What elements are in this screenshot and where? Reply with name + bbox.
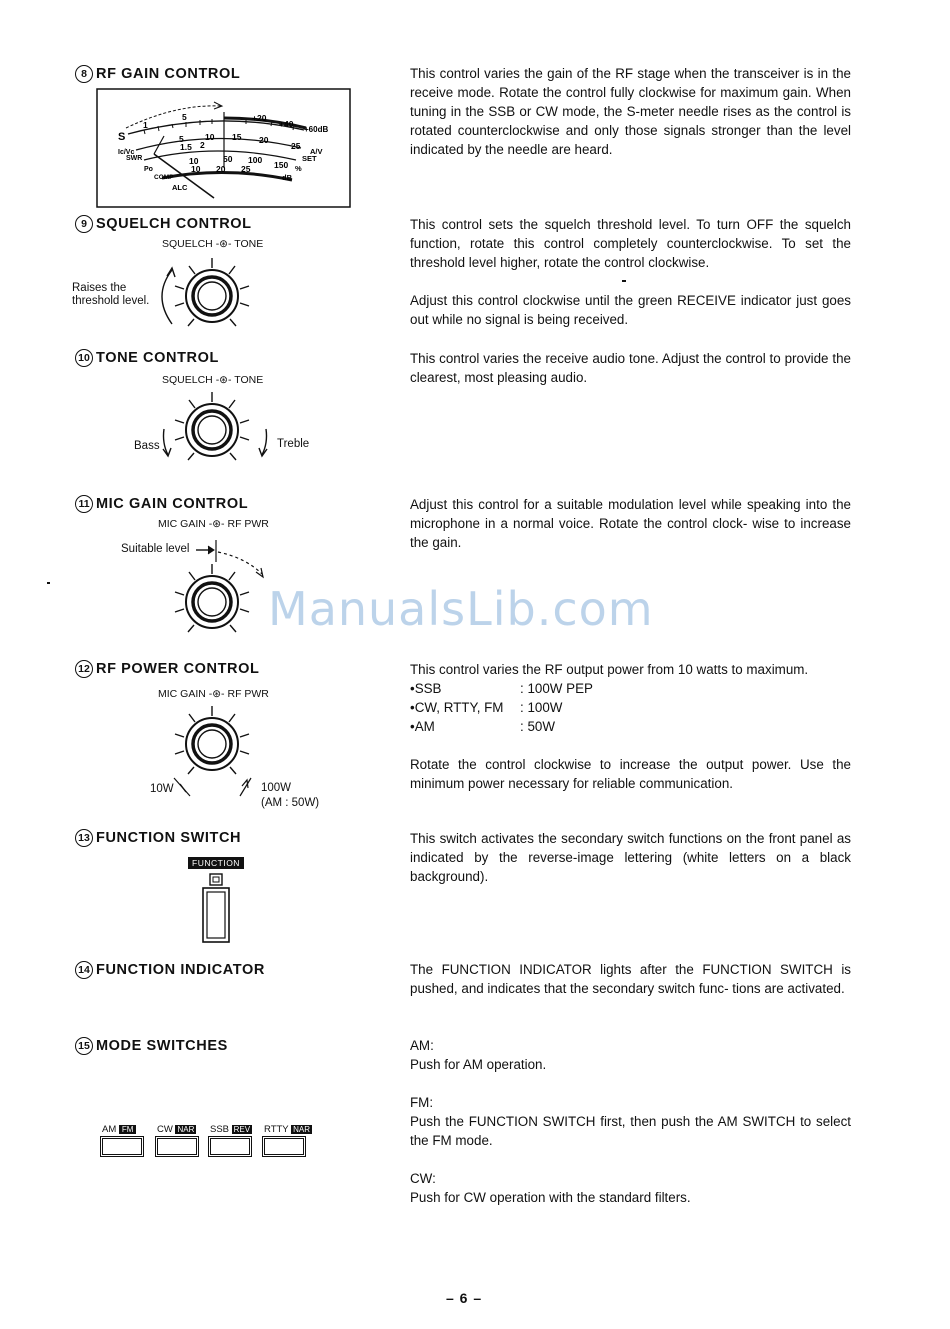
- mode-switches-description: [410, 1036, 851, 1207]
- max-power-am-label: (AM : 50W): [261, 797, 320, 809]
- heading-function-switch: [75, 829, 241, 847]
- rf-gain-description: [410, 64, 851, 159]
- meter-label: 15: [232, 132, 242, 142]
- knob-label-mic: [158, 518, 269, 530]
- max-marker: [240, 778, 251, 796]
- meter-label: 5: [179, 134, 184, 144]
- label-rf-pwr: RF PWR: [227, 688, 269, 700]
- label-line: Raises the: [72, 282, 127, 294]
- mode-sub-label: NAR: [177, 1125, 195, 1134]
- section-number: 15: [75, 1037, 93, 1055]
- min-power-label: 10W: [150, 783, 174, 795]
- heading-mode-switches: [75, 1037, 228, 1055]
- heading-title: RF GAIN CONTROL: [96, 66, 241, 82]
- knob-graphic: [175, 392, 249, 460]
- paragraph: Adjust this control for a suitable modulation level while speaking into the microphone in a normal voice. Rotate the control clock- wise to increase the gain.: [410, 497, 851, 550]
- tone-description: [410, 349, 851, 387]
- bass-label: Bass: [134, 440, 160, 452]
- heading-function-indicator: [75, 961, 265, 979]
- heading-title: FUNCTION INDICATOR: [96, 962, 265, 978]
- label-tone: TONE: [234, 238, 264, 250]
- knob-symbol-icon: -⊛-: [215, 238, 232, 250]
- meter-label: 25: [291, 141, 301, 151]
- meter-label: COMP: [154, 174, 174, 181]
- mode-button-rtty[interactable]: [264, 1124, 312, 1155]
- function-switch-graphic[interactable]: [200, 872, 236, 944]
- print-mark: [622, 280, 626, 282]
- mode-sub-label: NAR: [293, 1125, 310, 1134]
- meter-label: SET: [302, 154, 317, 163]
- mode-desc: Push for CW operation with the standard filters.: [410, 1190, 691, 1205]
- section-number: 11: [75, 495, 93, 513]
- treble-label: Treble: [277, 438, 310, 450]
- heading-rf-gain: [75, 65, 240, 83]
- function-switch-description: [410, 829, 851, 886]
- heading-title: SQUELCH CONTROL: [96, 216, 252, 232]
- label-mic-gain: MIC GAIN: [158, 518, 206, 530]
- section-number: 13: [75, 829, 93, 847]
- meter-label: 10: [189, 156, 199, 166]
- mode-sub-label: REV: [233, 1125, 251, 1134]
- paragraph: The FUNCTION INDICATOR lights after the FUNCTION SWITCH is pushed, and indicates that the secondary switch func- tions are activated.: [410, 962, 851, 996]
- meter-label: SWR: [126, 155, 143, 162]
- rotation-dashed-arrow: [218, 552, 262, 574]
- suitable-level-label: Suitable level: [121, 543, 190, 555]
- mode-heading: FM:: [410, 1095, 434, 1110]
- heading-title: FUNCTION SWITCH: [96, 830, 242, 846]
- heading-tone: [75, 349, 219, 367]
- mic-gain-knob: [150, 530, 275, 645]
- meter-label: +40: [279, 119, 294, 129]
- paragraph: Rotate the control clockwise to increase the output power. Use the minimum power necessary for reliable communication.: [410, 757, 851, 791]
- list-mode: •AM: [410, 719, 435, 734]
- squelch-description: [410, 215, 851, 329]
- rotation-arrow: [162, 270, 172, 324]
- mode-label: RTTY: [264, 1124, 289, 1135]
- mode-desc: Push the FUNCTION SWITCH first, then push the AM SWITCH to select the FM mode.: [410, 1114, 851, 1148]
- power-list-item: [410, 698, 851, 717]
- raises-threshold-label: [72, 282, 149, 308]
- meter-label: 150: [274, 160, 289, 170]
- rf-power-description: [410, 660, 851, 793]
- label-mic-gain: MIC GAIN: [158, 688, 206, 700]
- meter-label: S: [118, 131, 126, 143]
- meter-label: 20: [259, 135, 269, 145]
- knob-symbol-icon: -⊛-: [215, 374, 232, 386]
- tone-knob: [150, 385, 275, 475]
- section-number: 9: [75, 215, 93, 233]
- arrow-head: [208, 546, 214, 554]
- meter-label: Ic/Vc: [118, 149, 135, 156]
- mode-key[interactable]: [210, 1138, 250, 1155]
- meter-label: 2: [200, 140, 205, 150]
- paragraph: This control sets the squelch threshold level. To turn OFF the squelch function, rotate this control completely counterclockwise. To set the threshold level higher, rotate the control clockwise.: [410, 217, 851, 270]
- list-mode: •CW, RTTY, FM: [410, 700, 504, 715]
- label-squelch: SQUELCH: [162, 374, 213, 386]
- squelch-knob: [150, 250, 270, 340]
- meter-label: ALC: [172, 183, 188, 192]
- power-list-item: [410, 717, 851, 736]
- mode-heading: AM:: [410, 1038, 434, 1053]
- print-mark: [47, 582, 50, 584]
- mode-button-ssb[interactable]: [210, 1124, 252, 1155]
- meter-label: 20: [216, 164, 226, 174]
- max-power-label: 100W: [261, 782, 292, 794]
- knob-label-squelch: [162, 238, 263, 250]
- mode-desc: Push for AM operation.: [410, 1057, 547, 1072]
- paragraph: This control varies the receive audio tone. Adjust the control to provide the clearest, most pleasing audio.: [410, 351, 851, 385]
- meter-label: 1: [143, 120, 148, 130]
- meter-diagram: [96, 88, 352, 210]
- heading-rf-power: [75, 660, 259, 678]
- mode-heading: CW:: [410, 1171, 436, 1186]
- heading-title: MODE SWITCHES: [96, 1038, 228, 1054]
- label-rf-pwr: RF PWR: [227, 518, 269, 530]
- section-number: 10: [75, 349, 93, 367]
- mode-key[interactable]: [102, 1138, 142, 1155]
- list-value: : 100W: [520, 700, 563, 715]
- mode-key[interactable]: [264, 1138, 304, 1155]
- paragraph: This switch activates the secondary switch functions on the front panel as indicated by the reverse-image lettering (white letters on a black background).: [410, 831, 851, 884]
- heading-squelch: [75, 215, 252, 233]
- paragraph: This control varies the gain of the RF stage when the transceiver is in the receive mode. Rotate the control fully clockwise for maximum gain. When tuning in the SSB or CW mode, the S-meter needle rises as the control is rotated counterclockwise and only those signals stronger than the level indicated by the needle are heard.: [410, 66, 851, 157]
- lamp-inner: [213, 877, 219, 882]
- heading-title: MIC GAIN CONTROL: [96, 496, 249, 512]
- heading-title: TONE CONTROL: [96, 350, 219, 366]
- meter-label: A/V: [310, 147, 323, 156]
- meter-label: 50: [223, 154, 233, 164]
- meter-label: 25: [241, 164, 251, 174]
- watermark: ManualsLib.com: [268, 582, 654, 636]
- heading-mic-gain: [75, 495, 248, 513]
- mode-key[interactable]: [157, 1138, 197, 1155]
- paragraph: Adjust this control clockwise until the green RECEIVE indicator just goes out while no signal is being received.: [410, 293, 851, 327]
- label-squelch: SQUELCH: [162, 238, 213, 250]
- list-value: : 50W: [520, 719, 555, 734]
- meter-label: +20: [252, 113, 267, 123]
- section-number: 14: [75, 961, 93, 979]
- meter-label: 1.5: [180, 142, 192, 152]
- meter-label: dB: [282, 173, 292, 182]
- section-number: 12: [75, 660, 93, 678]
- meter-label: 5: [182, 112, 187, 122]
- mode-label: CW: [157, 1124, 173, 1135]
- meter-label: %: [295, 164, 302, 173]
- heading-title: RF POWER CONTROL: [96, 661, 260, 677]
- mode-button-cw[interactable]: [157, 1124, 197, 1155]
- paragraph: This control varies the RF output power from 10 watts to maximum.: [410, 662, 809, 677]
- knob-symbol-icon: -⊛-: [208, 518, 225, 530]
- knob-label-rf: [158, 688, 269, 700]
- function-indicator-description: [410, 960, 851, 998]
- knob-symbol-icon: -⊛-: [208, 688, 225, 700]
- knob-graphic: [175, 258, 249, 326]
- label-tone: TONE: [234, 374, 264, 386]
- meter-label: Po: [144, 166, 153, 173]
- min-arrow: [180, 784, 186, 792]
- label-line: threshold level.: [72, 295, 150, 307]
- page-number: – 6 –: [446, 1290, 483, 1306]
- mode-label: AM: [102, 1124, 117, 1135]
- mode-button-am[interactable]: [102, 1124, 142, 1155]
- mode-sub-label: FM: [119, 1125, 137, 1134]
- power-list-item: [410, 679, 851, 698]
- list-value: : 100W PEP: [520, 681, 593, 696]
- meter-label: +60dB: [304, 125, 329, 134]
- switch-inner: [207, 892, 225, 938]
- section-number: 8: [75, 65, 93, 83]
- mic-gain-description: [410, 495, 851, 552]
- mode-label: SSB: [210, 1124, 230, 1135]
- meter-label: 10: [191, 164, 201, 174]
- function-label-badge: FUNCTION: [188, 857, 244, 869]
- knob-graphic: [175, 706, 249, 774]
- knob-graphic: [175, 564, 249, 632]
- meter-label: 100: [248, 155, 263, 165]
- meter-label: 10: [205, 132, 215, 142]
- list-mode: •SSB: [410, 681, 442, 696]
